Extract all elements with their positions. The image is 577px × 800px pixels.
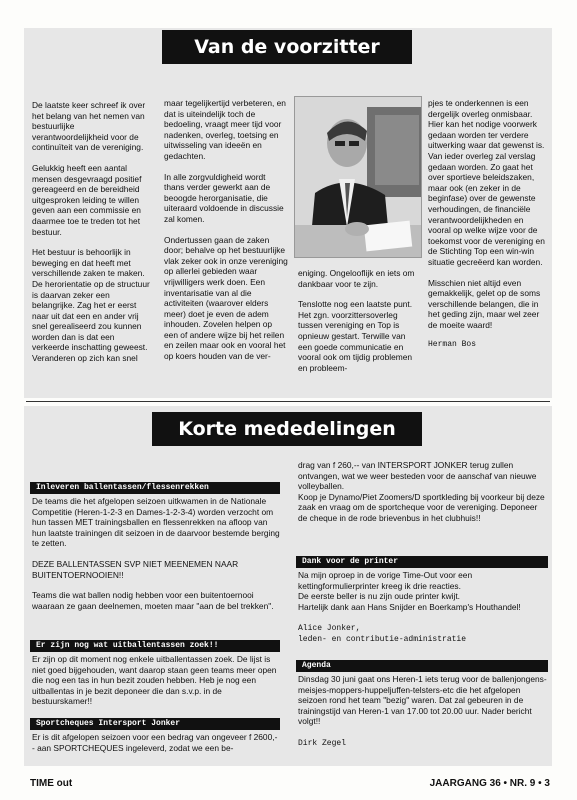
voorzitter-column-3 — [298, 268, 420, 383]
paragraph: Dinsdag 30 juni gaat ons Heren-1 iets terug voor de ballenjongens-meisjes-moppers-huppeljuffen-telsters-etc die het afgelopen seizoen rond het team "bezig" waren. Dat zal gebeuren in de trainingstijd van Heren-1 van 17.00 tot 20.00 uur. Nader bericht volgt!! — [298, 674, 547, 727]
paragraph: DEZE BALLENTASSEN SVP NIET MEENEMEN NAAR BUITENTOERNOOIEN!! — [32, 558, 239, 580]
issue-info: JAARGANG 36 • NR. 9 • 3 — [429, 778, 550, 789]
printer-body — [298, 570, 548, 646]
chairman-photo — [294, 96, 422, 258]
agenda-header: Agenda — [296, 660, 548, 672]
paragraph: Het bestuur is behoorlijk in beweging en dat heeft met verschillende zaken te maken. De herorientatie op de structuur is daarvan zeker een belangrijke. Zag het er eerst naar uit dat een en ander vrij snel gerealiseerd zou kunnen worden dan is dat een verkeerde inschatting geweest. Veranderen op zich kan snel — [32, 247, 150, 364]
paragraph: Ondertussen gaan de zaken door; behalve op het bestuurlijke vlak zeker ook in onze vereniging op allerlei gebieden waar vrijwilligers werk doen. Een inventarisatie van al die activiteiten (waarover elders meer) doet je even de adem inhouden. Zovelen helpen op een of andere wijze bij het reilen en zeilen maar ook en vooral het op koers houden van de ver- — [164, 234, 288, 362]
paragraph: De laatste keer schreef ik over het belang van het nemen van bestuurlijke verantwoordelijkheid voor de continuïteit van de vereniging. — [32, 100, 146, 153]
agenda-body — [298, 674, 548, 750]
voorzitter-column-4 — [428, 98, 548, 361]
section-divider — [26, 401, 550, 402]
paragraph: pjes te onderkennen is een dergelijk overleg onmisbaar. Hier kan het nodige voorwerk gedaan worden ter verdere uitwerking waar dat gewenst is. Van ieder overleg zal verslag gedaan worden. Zo gaat het over sportieve beleidszaken, maar ook (en zeker in de beginfase) over de gewenste verhoudingen, de financiële verantwoordelijkheden en vooral op welke wijze voor de toekomst voor de vereniging en de Stichting Top een win-win situatie gecreëerd kan worden. — [428, 98, 545, 267]
mededelingen-title: Korte mededelingen — [152, 412, 422, 446]
paragraph: In alle zorgvuldigheid wordt thans verder gewerkt aan de beoogde herorganisatie, die uiteraard voldoende in discussie zal komen. — [164, 171, 284, 224]
paragraph: eniging. Ongelooflijk en iets om dankbaar voor te zijn. — [298, 268, 415, 289]
printer-signature-name: Alice Jonker, — [298, 624, 361, 634]
ballentassen-header: Inleveren ballentassen/flessenrekken — [30, 482, 280, 494]
paragraph: drag van f 260,-- van INTERSPORT JONKER terug zullen ontvangen, wat we weer besteden voor de aanschaf van nieuwe volleyballen. — [298, 460, 537, 492]
ballentassen-body — [32, 496, 280, 611]
uitballen-body — [32, 654, 280, 707]
paragraph: maar tegelijkertijd verbeteren, en dat is uiteindelijk toch de bedoeling, vraagt meer tijd voor nadenken, overleg, toetsing en uitwisseling van ideeën en gedachten. — [164, 98, 286, 161]
sportcheques-header: Sportcheques Intersport Jonker — [30, 718, 280, 730]
signature: Herman Bos — [428, 340, 477, 350]
paragraph: Tenslotte nog een laatste punt. Het zgn. voorzittersoverleg tussen vereniging en Top is opnieuw gestart. Terwille van een goede communicatie en vooral ook om tijdig problemen en probleem- — [298, 299, 413, 373]
sportcheques-body-1 — [32, 732, 280, 753]
uitballen-header: Er zijn nog wat uitballentassen zoek!! — [30, 640, 280, 652]
paragraph: Misschien niet altijd even gemakkelijk, gelet op de soms verschillende belangen, die in het geding zijn, maar wel zeer de moeite waard! — [428, 277, 541, 330]
paragraph: Koop je Dynamo/Piet Zoomers/D sportkleding bij voorkeur bij deze zaak en vraag om de sportcheque voor de vereniging. Deponeer de cheque in de rode brievenbus in het clubhuis!! — [298, 491, 545, 523]
paragraph: Teams die wat ballen nodig hebben voor een buitentoernooi waaraan ze gaan deelnemen, moeten maar "aan de bel trekken". — [32, 590, 274, 611]
chairman-photo-image — [295, 97, 422, 258]
paragraph: De eerste beller is nu zijn oude printer kwijt. — [298, 591, 460, 602]
voorzitter-title: Van de voorzitter — [162, 30, 412, 64]
paragraph: Er zijn op dit moment nog enkele uitballentassen zoek. De lijst is niet goed bijgehouden, want daarop staan geen teams meer open die nog een tas in hun bezit zouden hebben. Heb je nog een uitballentas in je bezit deponeer die dan s.v.p. in de bestuurskamer!! — [32, 654, 277, 707]
paragraph: De teams die het afgelopen seizoen uitkwamen in de Nationale Competitie (Heren-1-2-3 en Dames-1-2-3-4) worden verzocht om hun tassen MET trainingsballen en flessenrekken na afloop van hun laatste trainingen dit seizoen in de daarvoor bestemde berging te zetten. — [32, 496, 280, 549]
paragraph: Er is dit afgelopen seizoen voor een bedrag van ongeveer f 2600,-- aan SPORTCHEQUES ingeleverd, zodat we een be- — [32, 732, 278, 753]
paragraph: Gelukkig heeft een aantal mensen desgevraagd positief gereageerd en de bereidheid uitgesproken leiding te willen geven aan een commissie en daarmee toe te treden tot het bestuur. — [32, 162, 142, 237]
voorzitter-column-2 — [164, 98, 288, 372]
printer-signature-role: leden- en contributie-administratie — [298, 634, 467, 644]
agenda-signature: Dirk Zegel — [298, 738, 347, 748]
paragraph: Na mijn oproep in de vorige Time-Out voor een kettingformulierprinter kreeg ik drie reacties. — [298, 570, 473, 591]
voorzitter-column-1 — [32, 100, 152, 374]
printer-header: Dank voor de printer — [296, 556, 548, 568]
paragraph: Hartelijk dank aan Hans Snijder en Boerkamp's Houthandel! — [298, 601, 521, 612]
magazine-name: TIME out — [30, 778, 73, 789]
sportcheques-body-2 — [298, 460, 548, 524]
